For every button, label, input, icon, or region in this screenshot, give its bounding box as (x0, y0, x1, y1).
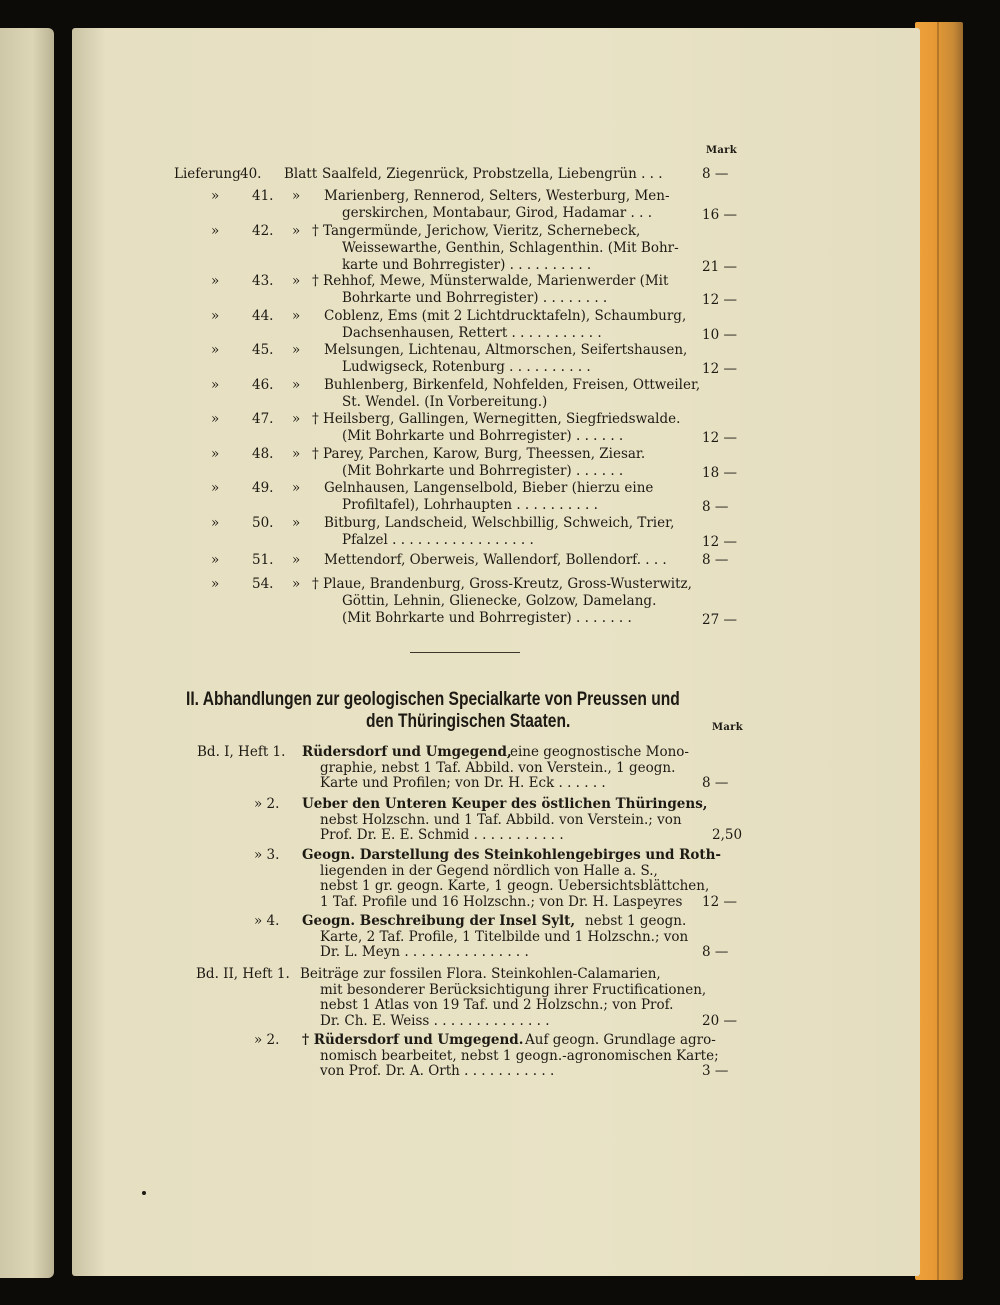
lieferung-number: 43. (252, 273, 274, 289)
heft-text-line: 1 Taf. Profile und 16 Holzschn.; von Dr. H. Laspeyres (320, 893, 683, 910)
lieferung-prefix: » (292, 552, 301, 568)
heft-price: 8 — (702, 775, 729, 791)
heft-text-line: Dr. L. Meyn . . . . . . . . . . . . . . . (320, 944, 529, 960)
lieferung-number: 50. (252, 515, 274, 531)
lieferung-price: 8 — (702, 552, 729, 568)
heft-text-line: nebst 1 geogn. (585, 913, 687, 929)
lieferung-text-line: Coblenz, Ems (mit 2 Lichtdrucktafeln), Schaumburg, (324, 308, 687, 324)
lieferung-price: 16 — (702, 207, 737, 223)
lieferung-text-line: Buhlenberg, Birkenfeld, Nohfelden, Freisen, Ottweiler, (324, 377, 701, 393)
lieferung-text-line: † Tangermünde, Jerichow, Vieritz, Schernebeck, (312, 223, 641, 239)
heft-label: Bd. I, Heft 1. (197, 744, 286, 760)
lieferung-label: » (211, 273, 220, 289)
lieferung-price: 21 — (702, 259, 737, 275)
lieferung-prefix: » (292, 480, 301, 496)
lieferung-label: » (211, 377, 220, 393)
lieferung-text-line: (Mit Bohrkarte und Bohrregister) . . . . . . . (342, 610, 632, 626)
heft-text-line: Beiträge zur fossilen Flora. Steinkohlen-Calamarien, (300, 966, 661, 982)
heft-title-bold: Geogn. Beschreibung der Insel Sylt, (302, 913, 576, 929)
lieferung-prefix: » (292, 308, 301, 324)
lieferung-price: 12 — (702, 430, 737, 446)
lieferung-price: 12 — (702, 292, 737, 308)
lieferung-number: 45. (252, 342, 274, 358)
heft-label: » 3. (254, 847, 280, 863)
heft-text-line: nebst 1 Atlas von 19 Taf. und 2 Holzschn.; von Prof. (320, 997, 674, 1013)
heft-text-line: mit besonderer Berücksichtigung ihrer Fructificationen, (320, 981, 707, 998)
lieferung-label: » (211, 308, 220, 324)
heft-title-bold: Geogn. Darstellung des Steinkohlengebirges und Roth- (302, 847, 722, 863)
lieferung-prefix: » (292, 446, 301, 462)
lieferung-number: 46. (252, 377, 274, 393)
heft-price: 8 — (702, 944, 729, 960)
lieferung-price: 18 — (702, 465, 737, 481)
lieferung-text-line: Gelnhausen, Langenselbold, Bieber (hierzu eine (324, 480, 654, 496)
lieferung-prefix: Blatt (284, 166, 318, 182)
lieferung-prefix: » (292, 188, 301, 204)
heft-title-bold: † Rüdersdorf und Umgegend. (302, 1032, 524, 1048)
lieferung-price: 8 — (702, 499, 729, 515)
page-fore-edge (915, 22, 963, 1280)
lieferung-text-line: (Mit Bohrkarte und Bohrregister) . . . . . . (342, 428, 624, 444)
heft-text-line: liegenden in der Gegend nördlich von Halle a. S., (320, 862, 658, 879)
ink-dot (142, 1191, 146, 1195)
lieferung-prefix: » (292, 273, 301, 289)
lieferung-number: 49. (252, 480, 274, 496)
lieferung-label: » (211, 480, 220, 496)
heft-label: » 4. (254, 913, 280, 929)
lieferung-price: 12 — (702, 361, 737, 377)
lieferung-text-line: Dachsenhausen, Rettert . . . . . . . . . . . (342, 325, 602, 341)
heft-price: 12 — (702, 893, 737, 910)
lieferung-price: 27 — (702, 612, 737, 628)
lieferung-text-line: † Plaue, Brandenburg, Gross-Kreutz, Gross-Wusterwitz, (312, 576, 692, 592)
lieferung-label: » (211, 576, 220, 592)
lieferung-text-line: karte und Bohrregister) . . . . . . . . . . (342, 257, 592, 273)
heft-text-line: nebst 1 gr. geogn. Karte, 1 geogn. Uebersichtsblättchen, (320, 878, 710, 894)
heft-price: 3 — (702, 1063, 729, 1079)
lieferung-text-line: Ludwigseck, Rotenburg . . . . . . . . . . (342, 359, 591, 375)
lieferung-text-line: Marienberg, Rennerod, Selters, Westerburg, Men- (324, 188, 670, 204)
mark-column-header-2: Mark (712, 722, 743, 733)
lieferung-number: 47. (252, 411, 274, 427)
mark-column-header: Mark (706, 145, 737, 156)
section-heading-line2: den Thüringischen Staaten. (366, 711, 571, 732)
lieferung-prefix: » (292, 515, 301, 531)
lieferung-text-line: Weissewarthe, Genthin, Schlagenthin. (Mit Bohr- (342, 240, 679, 256)
heft-text-line: eine geognostische Mono- (510, 744, 689, 760)
lieferung-label: » (211, 188, 220, 204)
heft-title-bold: Ueber den Unteren Keuper des östlichen Thüringens, (302, 796, 708, 812)
lieferung-prefix: » (292, 223, 301, 239)
lieferung-number: 40. (240, 166, 262, 182)
lieferung-text-line: † Parey, Parchen, Karow, Burg, Theessen, Ziesar. (312, 446, 646, 462)
lieferung-prefix: » (292, 411, 301, 427)
lieferung-number: 54. (252, 576, 274, 592)
heft-label: Bd. II, Heft 1. (196, 966, 290, 982)
lieferung-text-line: Göttin, Lehnin, Glienecke, Golzow, Damelang. (342, 593, 657, 609)
lieferung-number: 48. (252, 446, 274, 462)
lieferung-number: 44. (252, 308, 274, 324)
lieferung-label: » (211, 446, 220, 462)
lieferung-prefix: » (292, 342, 301, 358)
heft-text-line: graphie, nebst 1 Taf. Abbild. von Verstein., 1 geogn. (320, 759, 676, 776)
heft-label: » 2. (254, 1032, 280, 1048)
left-page-edge (0, 28, 54, 1278)
heft-text-line: Karte, 2 Taf. Profile, 1 Titelbilde und 1 Holzschn.; von (320, 928, 689, 945)
lieferung-price: 10 — (702, 327, 737, 343)
heft-text-line: Dr. Ch. E. Weiss . . . . . . . . . . . . . . (320, 1012, 550, 1029)
lieferung-text-line: Mettendorf, Oberweis, Wallendorf, Bollendorf. . . . (324, 552, 667, 568)
lieferung-label: » (211, 342, 220, 358)
lieferung-text-line: Saalfeld, Ziegenrück, Probstzella, Liebengrün . . . (322, 166, 663, 182)
lieferung-price: 12 — (702, 534, 737, 550)
heft-price: 20 — (702, 1012, 737, 1029)
lieferung-text-line: gerskirchen, Montabaur, Girod, Hadamar . . . (342, 205, 653, 221)
heft-text-line: von Prof. Dr. A. Orth . . . . . . . . . . . (320, 1063, 555, 1079)
lieferung-price: 8 — (702, 166, 729, 182)
lieferung-label: Lieferung (174, 166, 241, 182)
lieferung-text-line: (Mit Bohrkarte und Bohrregister) . . . . . . (342, 463, 624, 479)
lieferung-prefix: » (292, 576, 301, 592)
heft-price: 2,50 (712, 827, 743, 843)
section-heading-line1: II. Abhandlungen zur geologischen Specialkarte von Preussen und (186, 689, 680, 710)
lieferung-text-line: Melsungen, Lichtenau, Altmorschen, Seifertshausen, (324, 342, 688, 358)
lieferung-text-line: † Heilsberg, Gallingen, Wernegitten, Siegfriedswalde. (312, 411, 681, 427)
heft-text-line: nomisch bearbeitet, nebst 1 geogn.-agronomischen Karte; (320, 1047, 719, 1064)
heft-title-bold: Rüdersdorf und Umgegend, (302, 744, 512, 760)
lieferung-number: 51. (252, 552, 274, 568)
heft-text-line: nebst Holzschn. und 1 Taf. Abbild. von Verstein.; von (320, 811, 682, 828)
section-divider (410, 652, 520, 653)
lieferung-text-line: † Rehhof, Mewe, Münsterwalde, Marienwerder (Mit (312, 273, 669, 289)
heft-label: » 2. (254, 796, 280, 812)
lieferung-label: » (211, 552, 220, 568)
heft-text-line: Karte und Profilen; von Dr. H. Eck . . . . . . (320, 775, 606, 791)
lieferung-number: 41. (252, 188, 274, 204)
heft-text-line: Auf geogn. Grundlage agro- (525, 1032, 716, 1048)
lieferung-label: » (211, 515, 220, 531)
lieferung-text-line: St. Wendel. (In Vorbereitung.) (342, 394, 548, 410)
lieferung-label: » (211, 223, 220, 239)
lieferung-label: » (211, 411, 220, 427)
heft-text-line: Prof. Dr. E. E. Schmid . . . . . . . . . . . (320, 827, 564, 843)
lieferung-text-line: Pfalzel . . . . . . . . . . . . . . . . . (342, 532, 534, 548)
lieferung-text-line: Profiltafel), Lohrhaupten . . . . . . . . . . (342, 497, 598, 513)
lieferung-text-line: Bitburg, Landscheid, Welschbillig, Schweich, Trier, (324, 515, 675, 531)
lieferung-number: 42. (252, 223, 274, 239)
lieferung-prefix: » (292, 377, 301, 393)
lieferung-text-line: Bohrkarte und Bohrregister) . . . . . . . . (342, 290, 608, 306)
